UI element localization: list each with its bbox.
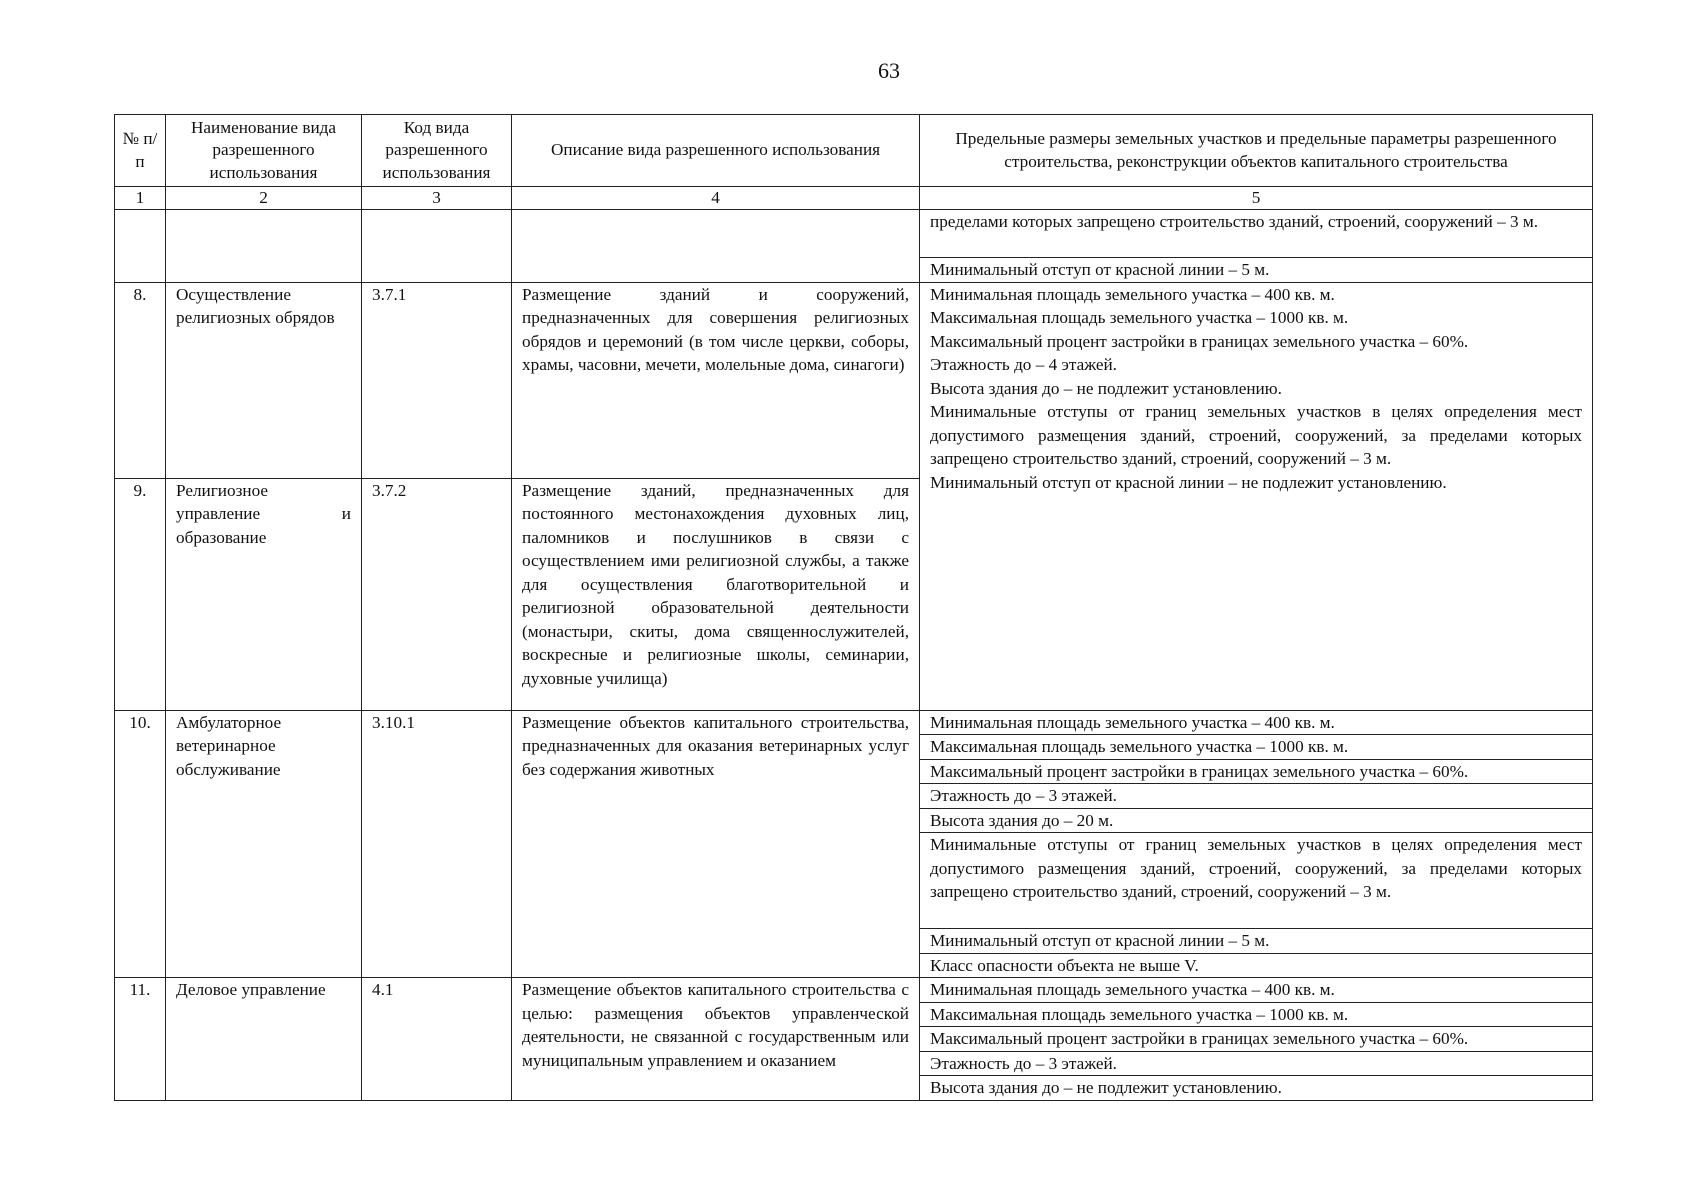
column-number-row [115,187,1593,210]
param-cell: Минимальные отступы от границ земельных участков в целях определения мест допустимого размещения зданий, строений, сооружений, за пределами которых запрещено строительство зданий, строений, сооружений – 3 м. [920,833,1593,929]
header-use-description: Описание вида разрешенного использования [512,115,920,187]
param-cell: Минимальная площадь земельного участка – 400 кв. м. [920,978,1593,1003]
col-number-2: 2 [166,187,362,210]
param-cell: Высота здания до – 20 м. [920,808,1593,833]
header-use-name: Наименование вида разрешенного использования [166,115,362,187]
param-line: Минимальный отступ от красной линии – не подлежит установлению. [930,472,1447,492]
table-row [115,210,1593,258]
use-name: Религиозное управление и образование [166,478,362,710]
param-cell: Максимальный процент застройки в границах земельного участка – 60%. [920,759,1593,784]
table-row [115,978,1593,1003]
header-row [115,115,1593,187]
use-name: Деловое управление [166,978,362,1101]
param-cell: Минимальный отступ от красной линии – 5 м. [920,929,1593,954]
param-cell: Максимальный процент застройки в границах земельного участка – 60%. [920,1027,1593,1052]
table-row [115,710,1593,735]
param-line: Высота здания до – не подлежит установлению. [930,378,1282,398]
param-cell: Минимальная площадь земельного участка – 400 кв. м. [920,710,1593,735]
table-row [115,282,1593,478]
header-number: № п/п [115,115,166,187]
use-description: Размещение зданий и сооружений, предназначенных для совершения религиозных обрядов и церемоний (в том числе церкви, соборы, храмы, часовни, мечети, молельные дома, синагоги) [512,282,920,478]
col-number-5: 5 [920,187,1593,210]
use-code: 3.10.1 [362,710,512,978]
use-code: 3.7.2 [362,478,512,710]
param-cell-group [920,282,1593,710]
use-description: Размещение объектов капитального строительства, предназначенных для оказания ветеринарных услуг без содержания животных [512,710,920,978]
row-number: 9. [115,478,166,710]
param-cell: Максимальная площадь земельного участка – 1000 кв. м. [920,1002,1593,1027]
param-line: Минимальные отступы от границ земельных участков в целях определения мест допустимого размещения зданий, строений, сооружений, за пределами которых запрещено строительство зданий, строений, сооружений – 3 м. [930,402,1582,468]
col-number-3: 3 [362,187,512,210]
row-number: 11. [115,978,166,1101]
use-description: Размещение зданий, предназначенных для постоянного местонахождения духовных лиц, паломников и послушников в связи с осуществлением ими религиозной службы, а также для осуществления благотворительной и религиозной образовательной деятельности (монастыри, скиты, дома священнослужителей, воскресные и религиозные школы, семинарии, духовные училища) [512,478,920,710]
param-cell: пределами которых запрещено строительство зданий, строений, сооружений – 3 м. [920,210,1593,258]
param-line: Минимальная площадь земельного участка – 400 кв. м. [930,284,1335,304]
param-cell: Класс опасности объекта не выше V. [920,953,1593,978]
param-cell: Высота здания до – не подлежит установлению. [920,1076,1593,1101]
page-number: 63 [878,58,900,83]
use-name: Амбулаторное ветеринарное обслуживание [166,710,362,978]
use-description: Размещение объектов капитального строительства с целью: размещения объектов управленческой деятельности, не связанной с государственным или муниципальным управлением и оказанием [512,978,920,1101]
header-use-code: Код вида разрешенного использования [362,115,512,187]
header-parameters: Предельные размеры земельных участков и предельные параметры разрешенного строительства, реконструкции объектов капитального строительства [920,115,1593,187]
param-line: Этажность до – 4 этажей. [930,355,1117,374]
param-cell: Максимальная площадь земельного участка – 1000 кв. м. [920,735,1593,760]
use-name: Осуществление религиозных обрядов [166,282,362,478]
param-line: Максимальный процент застройки в границах земельного участка – 60%. [930,331,1469,351]
col-number-4: 4 [512,187,920,210]
param-cell: Этажность до – 3 этажей. [920,1051,1593,1076]
use-code: 3.7.1 [362,282,512,478]
param-line: Максимальная площадь земельного участка – 1000 кв. м. [930,308,1349,327]
param-cell: Минимальный отступ от красной линии – 5 м. [920,258,1593,283]
col-number-1: 1 [115,187,166,210]
param-cell: Этажность до – 3 этажей. [920,784,1593,809]
use-code: 4.1 [362,978,512,1101]
row-number: 8. [115,282,166,478]
row-number: 10. [115,710,166,978]
zoning-table [114,114,1593,1101]
